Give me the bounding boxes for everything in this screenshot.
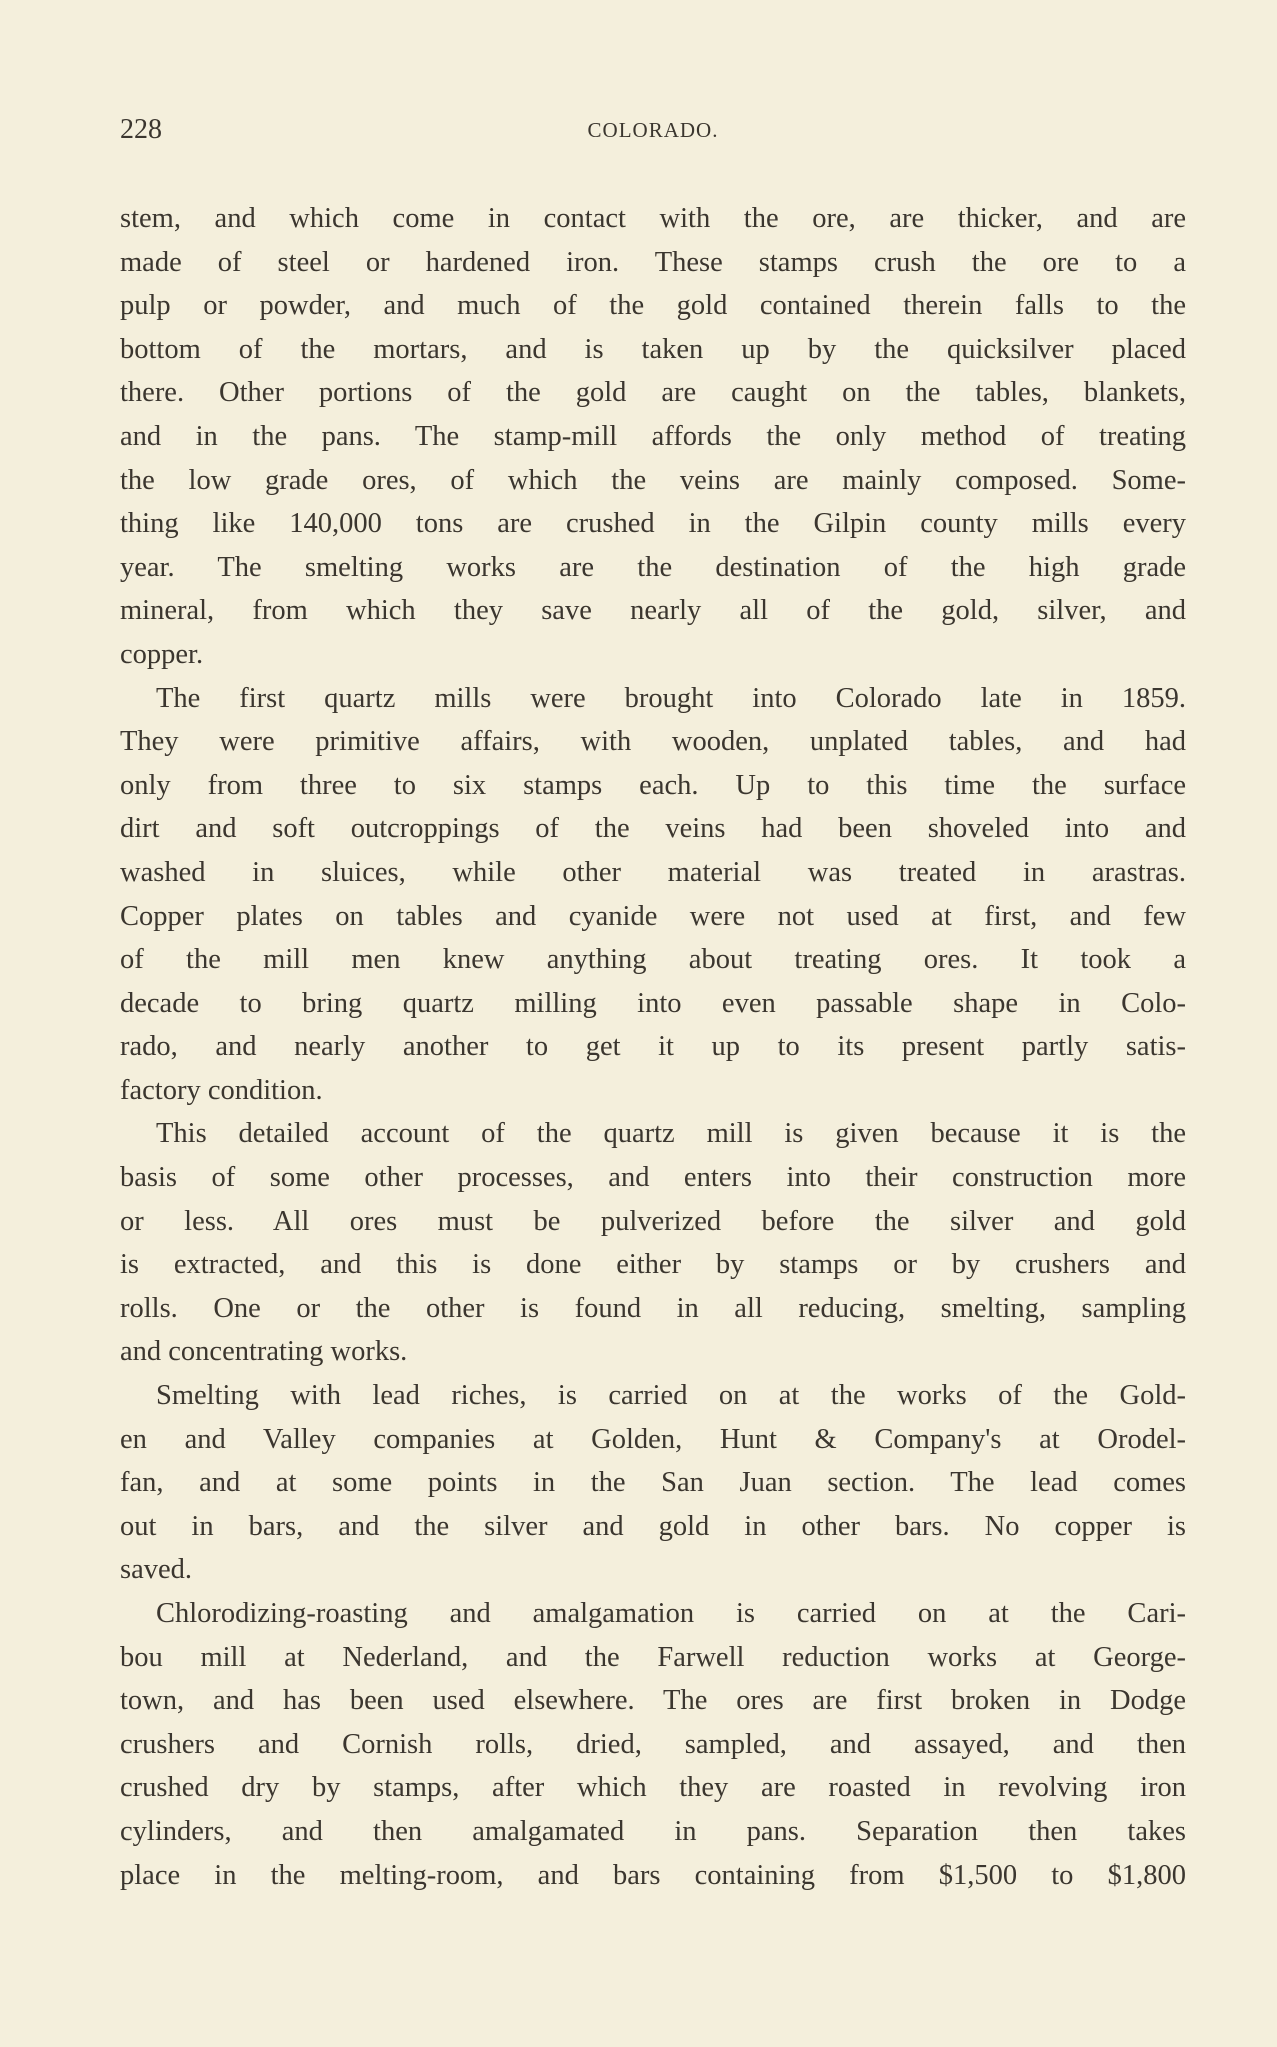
- text-line: fan, and at some points in the San Juan section. The lead comes: [120, 1467, 1186, 1499]
- text-line: en and Valley companies at Golden, Hunt & Company's at Orodel-: [120, 1423, 1186, 1455]
- text-line: cylinders, and then amalgamated in pans. Separation then takes: [120, 1815, 1186, 1847]
- text-line: copper.: [120, 638, 204, 670]
- text-line: rolls. One or the other is found in all reducing, smelting, sampling: [120, 1292, 1186, 1324]
- text-line: the low grade ores, of which the veins are mainly composed. Some-: [120, 464, 1186, 496]
- text-line: crushers and Cornish rolls, dried, sampled, and assayed, and then: [120, 1728, 1186, 1760]
- text-line: there. Other portions of the gold are caught on the tables, blankets,: [120, 377, 1186, 409]
- text-line: This detailed account of the quartz mill is given because it is the: [156, 1118, 1186, 1150]
- text-line: out in bars, and the silver and gold in other bars. No copper is: [120, 1510, 1186, 1542]
- text-line: thing like 140,000 tons are crushed in the Gilpin county mills every: [120, 508, 1186, 540]
- text-line: town, and has been used elsewhere. The ores are first broken in Dodge: [120, 1685, 1186, 1717]
- text-line: The first quartz mills were brought into Colorado late in 1859.: [156, 682, 1186, 714]
- text-line: Copper plates on tables and cyanide were not used at first, and few: [120, 900, 1186, 932]
- text-line: bottom of the mortars, and is taken up by the quicksilver placed: [120, 333, 1186, 365]
- running-title: COLORADO.: [587, 118, 719, 142]
- text-line: decade to bring quartz milling into even passable shape in Colo-: [120, 987, 1186, 1019]
- text-line: is extracted, and this is done either by stamps or by crushers and: [120, 1249, 1186, 1281]
- text-line: crushed dry by stamps, after which they are roasted in revolving iron: [120, 1772, 1186, 1804]
- text-line: washed in sluices, while other material was treated in arastras.: [120, 856, 1186, 888]
- text-line: and in the pans. The stamp-mill affords the only method of treating: [120, 420, 1186, 452]
- text-line: place in the melting-room, and bars containing from $1,500 to $1,800: [120, 1859, 1186, 1891]
- text-line: mineral, from which they save nearly all of the gold, silver, and: [120, 595, 1186, 627]
- text-line: pulp or powder, and much of the gold contained therein falls to the: [120, 290, 1186, 322]
- page-number: 228: [120, 114, 162, 145]
- text-line: Chlorodizing-roasting and amalgamation is carried on at the Cari-: [156, 1598, 1186, 1629]
- text-line: factory condition.: [120, 1074, 323, 1106]
- text-line: dirt and soft outcroppings of the veins had been shoveled into and: [120, 813, 1186, 845]
- text-line: rado, and nearly another to get it up to its present partly satis-: [120, 1031, 1186, 1063]
- text-line: of the mill men knew anything about treating ores. It took a: [120, 944, 1186, 976]
- text-line: bou mill at Nederland, and the Farwell reduction works at George-: [120, 1641, 1186, 1673]
- body-text: [120, 197, 1186, 1897]
- text-line: year. The smelting works are the destination of the high grade: [120, 551, 1186, 583]
- text-line: stem, and which come in contact with the ore, are thicker, and are: [120, 203, 1186, 234]
- text-line: Smelting with lead riches, is carried on at the works of the Gold-: [156, 1380, 1186, 1412]
- text-line: and concentrating works.: [120, 1336, 408, 1368]
- text-line: saved.: [120, 1554, 193, 1586]
- running-head: [120, 114, 1186, 154]
- text-line: made of steel or hardened iron. These stamps crush the ore to a: [120, 246, 1186, 278]
- text-line: basis of some other processes, and enters into their construction more: [120, 1162, 1186, 1194]
- text-line: only from three to six stamps each. Up to this time the surface: [120, 769, 1186, 801]
- text-line: They were primitive affairs, with wooden, unplated tables, and had: [120, 726, 1186, 758]
- text-line: or less. All ores must be pulverized before the silver and gold: [120, 1205, 1186, 1237]
